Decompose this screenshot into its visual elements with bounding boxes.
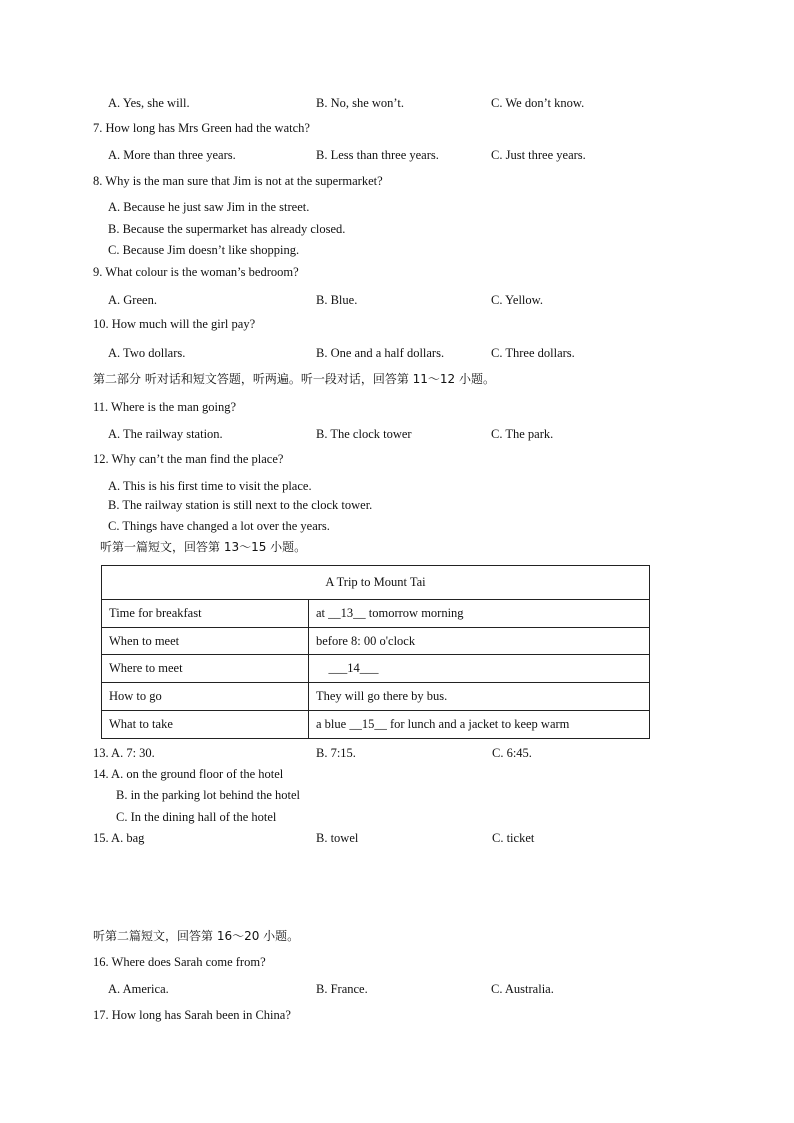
table-row-value: before 8: 00 o'clock: [309, 628, 650, 655]
table-row: [102, 628, 650, 655]
q8-option-a: A. Because he just saw Jim in the street.: [108, 200, 310, 214]
table-row-label: Where to meet: [102, 655, 309, 683]
q12-question: 12. Why can’t the man find the place?: [93, 452, 284, 466]
q7-option-a: A. More than three years.: [108, 148, 236, 162]
q11-option-a: A. The railway station.: [108, 427, 223, 441]
q14-option-a: 14. A. on the ground floor of the hotel: [93, 767, 284, 781]
q9-option-b: B. Blue.: [316, 293, 358, 307]
table-row: [102, 683, 650, 711]
table-row-label: What to take: [102, 711, 309, 739]
q6-option-c: C. We don’t know.: [491, 96, 585, 110]
table-row: [102, 600, 650, 628]
trip-info-table: [101, 565, 650, 739]
passage2-heading: 听第二篇短文，回答第 16～20 小题。: [93, 929, 300, 943]
table-title: A Trip to Mount Tai: [102, 566, 650, 600]
q10-option-a: A. Two dollars.: [108, 346, 186, 360]
q13-option-a: 13. A. 7: 30.: [93, 746, 155, 760]
q7-question: 7. How long has Mrs Green had the watch?: [93, 121, 310, 135]
q11-question: 11. Where is the man going?: [93, 400, 237, 414]
passage1-heading: 听第一篇短文，回答第 13～15 小题。: [100, 540, 307, 554]
table-row-label: How to go: [102, 683, 309, 711]
q8-option-b: B. Because the supermarket has already closed.: [108, 222, 346, 236]
part2-heading: 第二部分 听对话和短文答题，听两遍。听一段对话，回答第 11～12 小题。: [93, 372, 495, 386]
q16-option-a: A. America.: [108, 982, 169, 996]
q10-question: 10. How much will the girl pay?: [93, 317, 256, 331]
q17-question: 17. How long has Sarah been in China?: [93, 1008, 291, 1022]
q11-option-b: B. The clock tower: [316, 427, 412, 441]
q9-question: 9. What colour is the woman’s bedroom?: [93, 265, 299, 279]
table-row-value: ___14___: [309, 655, 650, 683]
table-row-label: Time for breakfast: [102, 600, 309, 628]
q16-option-c: C. Australia.: [491, 982, 554, 996]
table-title-row: [102, 566, 650, 600]
q13-option-b: B. 7:15.: [316, 746, 356, 760]
table-row-label: When to meet: [102, 628, 309, 655]
q6-option-a: A. Yes, she will.: [108, 96, 190, 110]
q9-option-a: A. Green.: [108, 293, 157, 307]
q8-question: 8. Why is the man sure that Jim is not at the supermarket?: [93, 174, 383, 188]
q9-option-c: C. Yellow.: [491, 293, 543, 307]
q10-option-c: C. Three dollars.: [491, 346, 575, 360]
q16-option-b: B. France.: [316, 982, 368, 996]
q14-option-b: B. in the parking lot behind the hotel: [116, 788, 300, 802]
q15-option-a: 15. A. bag: [93, 831, 145, 845]
q6-option-b: B. No, she won’t.: [316, 96, 404, 110]
q7-option-b: B. Less than three years.: [316, 148, 439, 162]
q14-option-c: C. In the dining hall of the hotel: [116, 810, 277, 824]
q10-option-b: B. One and a half dollars.: [316, 346, 445, 360]
q15-option-b: B. towel: [316, 831, 359, 845]
q8-option-c: C. Because Jim doesn’t like shopping.: [108, 243, 300, 257]
table-row: [102, 711, 650, 739]
q12-option-a: A. This is his first time to visit the place.: [108, 479, 312, 493]
q16-question: 16. Where does Sarah come from?: [93, 955, 266, 969]
table-row-value: They will go there by bus.: [309, 683, 650, 711]
q12-option-b: B. The railway station is still next to the clock tower.: [108, 498, 373, 512]
q15-option-c: C. ticket: [492, 831, 535, 845]
table-row: [102, 655, 650, 683]
q7-option-c: C. Just three years.: [491, 148, 586, 162]
q11-option-c: C. The park.: [491, 427, 554, 441]
table-row-value: a blue __15__ for lunch and a jacket to keep warm: [309, 711, 650, 739]
table-row-value: at __13__ tomorrow morning: [309, 600, 650, 628]
q13-option-c: C. 6:45.: [492, 746, 532, 760]
q12-option-c: C. Things have changed a lot over the years.: [108, 519, 330, 533]
